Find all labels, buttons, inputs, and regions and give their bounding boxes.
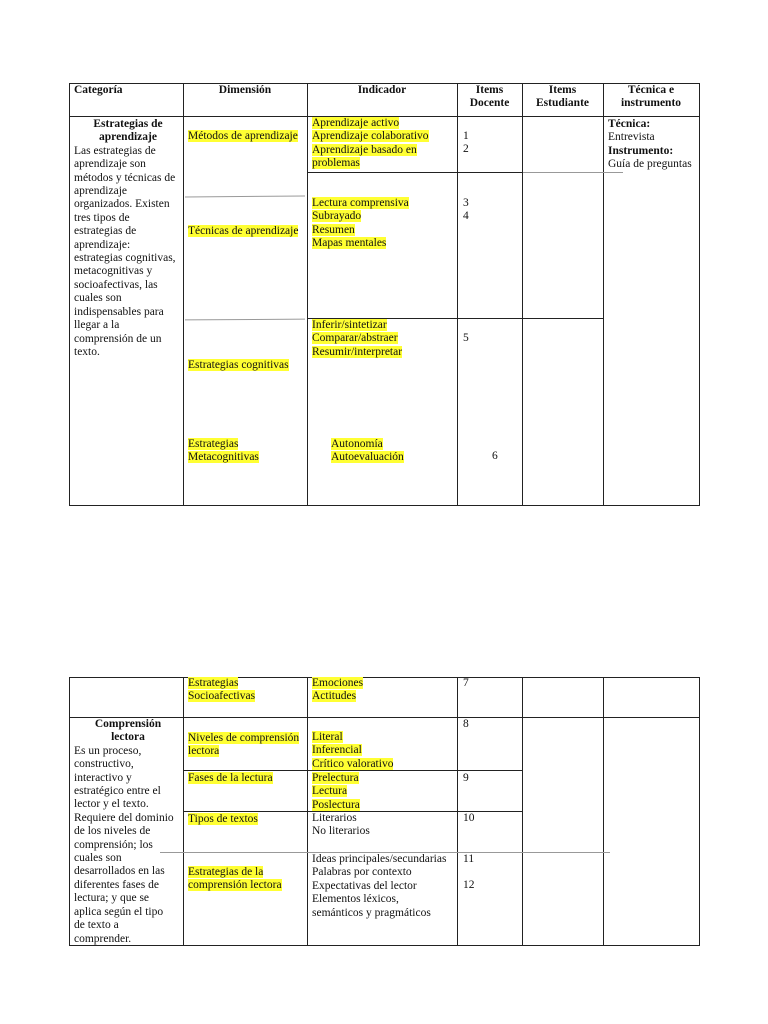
items-docente-cell <box>463 853 475 893</box>
dimension-cell <box>188 866 282 893</box>
dimension-label: Estrategias de la <box>188 866 264 878</box>
items-docente-cell <box>463 197 469 224</box>
indicator-item: Autonomía <box>331 438 383 450</box>
description-line: diferentes fases de <box>74 878 159 891</box>
indicator-item: Aprendizaje basado en <box>312 143 417 156</box>
description-line: texto. <box>74 345 100 358</box>
description-line: métodos y técnicas de <box>74 171 176 184</box>
column-divider <box>69 677 70 945</box>
indicator-item: Inferencial <box>312 744 362 757</box>
indicator-cell <box>312 117 452 171</box>
indicator-item: Autoevaluación <box>331 451 404 464</box>
description-line: desarrollados en las <box>74 865 165 878</box>
indicator-cell <box>312 853 446 920</box>
indicator-item: Aprendizaje activo <box>312 117 400 129</box>
indicator-cell <box>312 677 363 704</box>
item-number: 9 <box>463 772 469 784</box>
dimension-label: Estrategias <box>188 677 239 689</box>
indicator-item: Lectura comprensiva <box>312 197 409 209</box>
header-items-docente: Items Docente <box>469 84 510 110</box>
column-divider <box>522 677 523 945</box>
column-divider <box>522 83 523 505</box>
items-docente-cell <box>463 332 469 345</box>
category-description <box>74 745 182 946</box>
item-number: 5 <box>463 332 469 344</box>
indicator-item: problemas <box>312 157 360 170</box>
dimension-cell: Métodos de aprendizaje <box>188 130 298 142</box>
description-line: lectura; y que se <box>74 892 150 905</box>
indicator-item: Mapas mentales <box>312 237 387 250</box>
item-number: 10 <box>463 812 475 824</box>
row-divider <box>523 172 623 173</box>
item-number: 4 <box>463 210 469 223</box>
column-divider <box>603 83 604 505</box>
header-indicador: Indicador <box>357 84 407 96</box>
description-line: Es un proceso, <box>74 744 142 757</box>
indicator-cell <box>312 319 452 359</box>
dimension-label: Estrategias <box>188 438 239 450</box>
indicator-item: Crítico valorativo <box>312 757 394 770</box>
indicator-item: Lectura <box>312 785 348 798</box>
table-border <box>69 677 700 678</box>
description-line: cuales son <box>74 852 122 865</box>
dimension-label: lectora <box>188 745 220 758</box>
indicator-item: Prelectura <box>312 772 359 784</box>
category-description <box>74 145 182 360</box>
dimension-label: Fases de la lectura <box>188 772 273 784</box>
indicator-cell <box>312 197 452 251</box>
description-line: Las estrategias de <box>74 144 156 157</box>
items-docente-cell <box>463 772 469 785</box>
description-line: cuales son <box>74 292 122 305</box>
indicator-item: Emociones <box>312 677 364 689</box>
category-comprension-lectora: Comprensión lectora Es un proceso, constructivo, interactivo y estratégico entre el lector y el texto. Requiere del dominio de los niveles de comprensión; los cuales son desarrollados en las diferentes fases de lectura; y que se aplica según el tipo de texto a comprender. <box>74 718 182 946</box>
description-line: comprensión; los <box>74 838 153 851</box>
table-border <box>69 505 700 506</box>
indicator-item: Poslectura <box>312 798 360 811</box>
description-line: aprendizaje: <box>74 238 131 251</box>
description-line: estrategias de <box>74 225 137 238</box>
category-estrategias-aprendizaje: Estrategias de aprendizaje Las estrategias de aprendizaje son métodos y técnicas de aprendizaje organizados. Existen tres tipos de estrategias de aprendizaje: estrategias cognitivas, metacognitivas y socioafectivas, las cuales son indispensables para llegar a la comprensión de un texto. <box>74 118 182 359</box>
column-divider <box>307 83 308 505</box>
indicator-cell <box>331 438 451 465</box>
indicator-item: Expectativas del lector <box>312 879 417 892</box>
indicator-item: Ideas principales/secundarias <box>312 853 447 865</box>
indicator-item: Elementos léxicos, <box>312 893 399 906</box>
dimension-label: Socioafectivas <box>188 690 256 703</box>
indicator-item: Literarios <box>312 812 357 824</box>
items-docente-cell <box>492 450 498 463</box>
description-line: comprender. <box>74 932 132 945</box>
column-divider <box>699 677 700 945</box>
indicator-item: Resumir/interpretar <box>312 345 403 358</box>
row-divider <box>185 319 305 321</box>
description-line: socioafectivas, las <box>74 278 158 291</box>
description-line: comprensión de un <box>74 332 162 345</box>
indicator-item: Literal <box>312 731 343 743</box>
description-line: aplica según el tipo <box>74 905 164 918</box>
dimension-label: Metacognitivas <box>188 451 259 464</box>
dimension-cell: Técnicas de aprendizaje <box>188 225 299 237</box>
indicator-item: Palabras por contexto <box>312 866 412 879</box>
item-number: 6 <box>492 450 498 462</box>
indicator-cell <box>312 772 360 812</box>
header-dimension: Dimensión <box>218 84 272 96</box>
description-line: metacognitivas y <box>74 265 153 278</box>
indicator-item: Comparar/abstraer <box>312 332 398 345</box>
description-line: de los niveles de <box>74 825 151 838</box>
dimension-cell <box>188 677 255 704</box>
column-divider <box>69 83 70 505</box>
item-number: 7 <box>463 677 469 689</box>
item-number: 8 <box>463 718 469 730</box>
description-line: de texto a <box>74 919 119 932</box>
description-line: llegar a la <box>74 319 120 332</box>
description-line: tres tipos de <box>74 211 130 224</box>
row-divider <box>185 195 305 197</box>
column-divider <box>457 83 458 505</box>
item-number: 12 <box>463 879 475 892</box>
dimension-label: comprensión lectora <box>188 879 282 892</box>
description-line: aprendizaje son <box>74 158 146 171</box>
dimension-label: Tipos de textos <box>188 813 258 825</box>
indicator-item: semánticos y pragmáticos <box>312 906 431 919</box>
indicator-item: Resumen <box>312 223 355 236</box>
header-categoria: Categoría <box>74 84 123 96</box>
item-number: 11 <box>463 853 475 865</box>
items-docente-cell <box>463 812 475 825</box>
indicator-item: Subrayado <box>312 210 362 223</box>
item-number: 3 <box>463 197 469 209</box>
indicator-item: Aprendizaje colaborativo <box>312 130 429 143</box>
item-number: 2 <box>463 143 469 156</box>
header-items-estudiante: Items Estudiante <box>535 84 590 110</box>
item-number: 1 <box>463 130 469 142</box>
description-line: aprendizaje <box>74 185 127 198</box>
description-line: Requiere del dominio <box>74 811 174 824</box>
items-docente-cell <box>463 130 469 157</box>
description-line: interactivo y <box>74 771 132 784</box>
dimension-cell <box>188 772 273 785</box>
indicator-cell <box>312 812 370 839</box>
indicator-item: Actitudes <box>312 690 357 703</box>
indicator-cell <box>312 731 393 771</box>
indicator-item: No literarios <box>312 825 370 838</box>
dimension-label: Niveles de comprensión <box>188 732 300 744</box>
column-divider <box>603 677 604 945</box>
header-tecnica: Técnica e instrumento <box>620 84 682 110</box>
column-divider <box>183 83 184 505</box>
indicator-item: Inferir/sintetizar <box>312 319 387 331</box>
tecnica-instrumento-cell: Técnica: Entrevista Instrumento: Guía de preguntas <box>608 118 692 171</box>
description-line: lector y el texto. <box>74 798 149 811</box>
description-line: estrategias cognitivas, <box>74 252 176 265</box>
description-line: constructivo, <box>74 758 134 771</box>
description-line: indispensables para <box>74 305 164 318</box>
dimension-cell <box>188 438 259 465</box>
dimension-cell <box>188 813 258 826</box>
dimension-cell: Estrategias cognitivas <box>188 359 289 371</box>
items-docente-cell <box>463 718 469 731</box>
description-line: organizados. Existen <box>74 198 170 211</box>
dimension-cell <box>188 732 299 759</box>
description-line: estratégico entre el <box>74 785 161 798</box>
items-docente-cell <box>463 677 469 690</box>
